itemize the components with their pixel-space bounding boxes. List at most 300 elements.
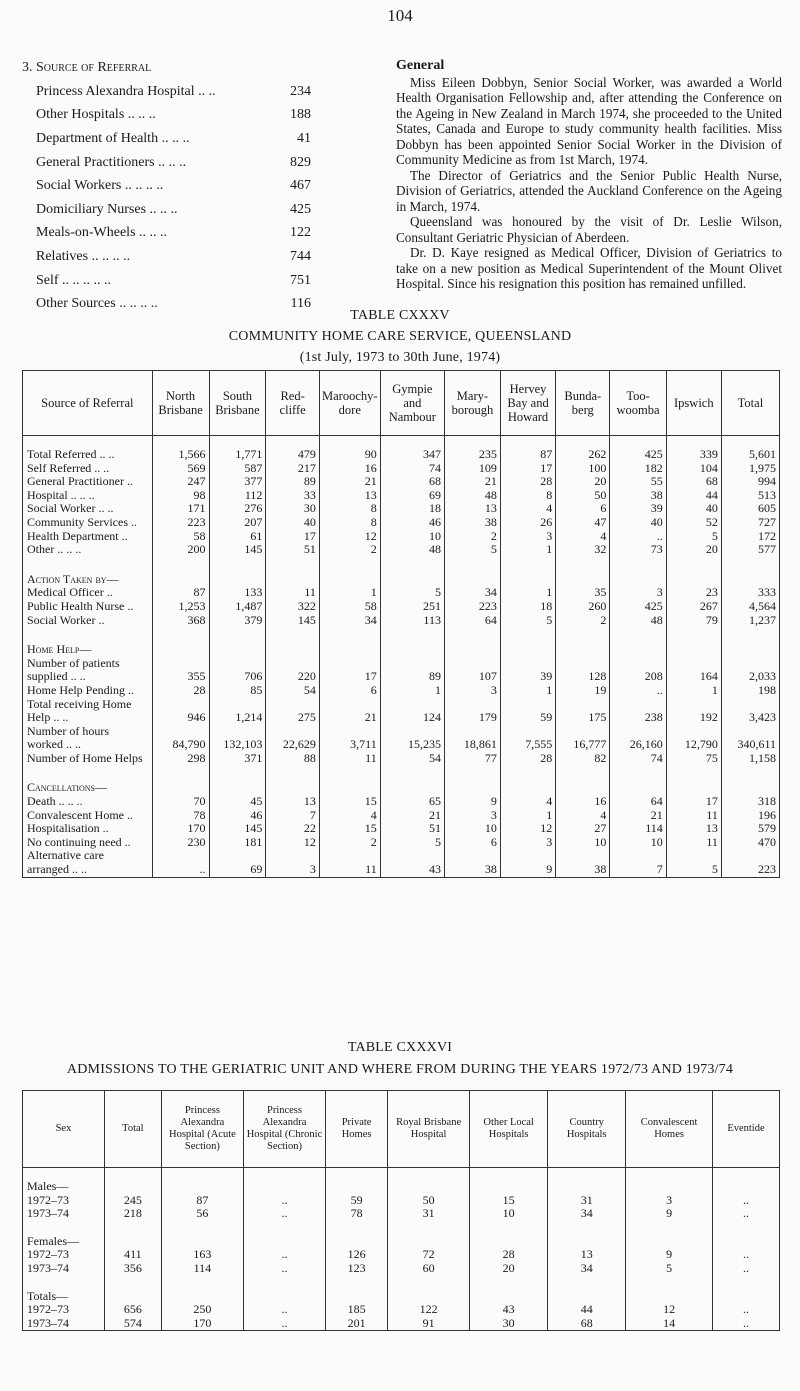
spacer-cell [266,627,320,643]
source-label: General Practitioners .. .. .. [36,154,187,170]
table-cell: 577 [721,543,779,557]
row-label: Social Worker .. .. [23,502,153,516]
table-cell [266,698,320,712]
column-header: Ipswich [666,371,721,436]
table-cell [610,698,666,712]
source-label: Department of Health .. .. .. [36,130,190,146]
section-heading: Females— [23,1235,105,1249]
table-cell [319,698,380,712]
table-cell: .. [152,863,209,877]
table-cell: 20 [666,543,721,557]
table-cell: 32 [556,543,610,557]
table-cell [556,725,610,739]
source-row [22,151,322,175]
table-row [23,530,780,544]
table-cell: 11 [666,836,721,850]
table-cell: 13 [548,1248,626,1262]
table-cell: 31 [388,1207,470,1221]
column-header: Total [721,371,779,436]
table-cell: 74 [380,462,444,476]
spacer-cell [326,1221,388,1235]
table-cell [556,849,610,863]
empty-cell [209,643,266,657]
table-cell: 1 [666,684,721,698]
table-cell: 4,564 [721,600,779,614]
spacer-cell [23,1276,105,1290]
table-cell: 12 [500,822,555,836]
spacer-cell [23,765,153,781]
table-cell: 182 [610,462,666,476]
table-cell [610,657,666,671]
table-cell: 90 [319,448,380,462]
table-cell: 10 [556,836,610,850]
table-header-row [23,371,780,436]
table-body [23,1168,780,1331]
table-row [23,670,780,684]
table-cell: .. [712,1194,779,1208]
source-label: Other Hospitals .. .. .. [36,107,156,123]
table-cell [209,725,266,739]
table-cell: 223 [152,516,209,530]
empty-cell [548,1235,626,1249]
table-cell: 109 [444,462,500,476]
table-cell: 48 [380,543,444,557]
table-cell: 322 [266,600,320,614]
table-cell: .. [243,1262,325,1276]
empty-cell [266,643,320,657]
table-cell: 3 [444,684,500,698]
general-paragraph: Miss Eileen Dobbyn, Senior Social Worker, was awarded a World Health Organisation Fellowship and, after attending the Conference on the Ageing in New Zealand in March 1974, she proceeded to the United States, Canada and Europe to study community health facilities. Miss Dobbyn has been appointed Senior Social Worker in the Division of Community Medicine as from 1st March, 1974. [396,74,782,167]
table-cell [500,725,555,739]
spacer-cell [319,627,380,643]
page-number: 104 [387,6,413,25]
source-label: Other Sources .. .. .. .. [36,296,158,312]
table-cell: 8 [500,489,555,503]
table-row [23,711,780,725]
table-cell: 379 [209,614,266,628]
table-cell: 1 [500,684,555,698]
row-label: Number of hours [23,725,153,739]
empty-cell [556,781,610,795]
row-label: 1972–73 [23,1194,105,1208]
table-cell [319,849,380,863]
table-cell: 33 [266,489,320,503]
table-cell: 54 [380,752,444,766]
table-cell: 12 [626,1303,713,1317]
table-cell [319,725,380,739]
table-cell: 11 [319,752,380,766]
table-cell: 5 [666,863,721,877]
table-cell: 2,033 [721,670,779,684]
table-cell: 9 [500,863,555,877]
table-cell: 88 [266,752,320,766]
empty-cell [626,1290,713,1304]
table-cell [500,849,555,863]
table-cell: 19 [556,684,610,698]
table-cell: 78 [152,809,209,823]
table-cell: .. [712,1262,779,1276]
general-paragraph: The Director of Geriatrics and the Senior Public Health Nurse, Division of Geriatrics, attended the Auckland Conference on the Ageing in March, 1974. [396,167,782,214]
table-cell: 235 [444,448,500,462]
table-row [23,738,780,752]
table-cell: .. [610,684,666,698]
table-cell [444,698,500,712]
table-cell: 356 [104,1262,161,1276]
table-cell: 100 [556,462,610,476]
table-cell [444,725,500,739]
table-cell: 38 [610,489,666,503]
empty-cell [556,573,610,587]
table1-number: TABLE CXXXV [350,308,450,323]
table-cell: 113 [380,614,444,628]
table-cell: 1,237 [721,614,779,628]
table-cell: 77 [444,752,500,766]
row-label: Social Worker .. [23,614,153,628]
table-cell [152,725,209,739]
empty-cell [243,1290,325,1304]
table-cell [209,849,266,863]
table-row [23,795,780,809]
table-cell: 52 [666,516,721,530]
table-cell: 470 [721,836,779,850]
table-cell: .. [610,530,666,544]
spacer-cell [556,765,610,781]
source-value: 116 [290,296,311,312]
row-label: Number of Home Helps [23,752,153,766]
table-cell: 15 [319,795,380,809]
table-cell: 245 [104,1194,161,1208]
table-cell: 28 [500,752,555,766]
table-cell: 48 [610,614,666,628]
source-row [22,222,322,246]
column-header: Convalescent Homes [626,1091,713,1168]
table-cell: 3 [444,809,500,823]
source-value: 744 [290,248,311,264]
empty-cell [470,1235,548,1249]
source-of-referral-list [22,60,322,316]
table-cell: 163 [161,1248,243,1262]
row-label: Convalescent Home .. [23,809,153,823]
spacer-cell [380,765,444,781]
table-cell: 15 [319,822,380,836]
table-cell [666,725,721,739]
table-cell: .. [243,1194,325,1208]
table-cell: 170 [161,1317,243,1331]
table-cell: 579 [721,822,779,836]
row-label: 1973–74 [23,1207,105,1221]
table-cell: 45 [209,795,266,809]
table-cell: 40 [610,516,666,530]
table-cell [666,698,721,712]
table-cell: 238 [610,711,666,725]
spacer-cell [209,765,266,781]
table-cell: .. [712,1207,779,1221]
table-cell: 172 [721,530,779,544]
row-label: Hospital .. .. .. [23,489,153,503]
source-row [22,80,322,104]
table-cell: 8 [319,502,380,516]
table-cell: 200 [152,543,209,557]
table-cell: 133 [209,586,266,600]
table-cell: 43 [470,1303,548,1317]
table-cell: 87 [152,586,209,600]
table-cell: 10 [470,1207,548,1221]
spacer-cell [23,557,153,573]
table-cell: 223 [721,863,779,877]
table-cell: 22,629 [266,738,320,752]
table-cell [721,725,779,739]
table-cell: 994 [721,475,779,489]
table-cell: 16 [556,795,610,809]
table-cell: 28 [470,1248,548,1262]
table-cell: 251 [380,600,444,614]
table-cell: 377 [209,475,266,489]
empty-cell [319,643,380,657]
empty-cell [721,643,779,657]
column-header: Other Local Hospitals [470,1091,548,1168]
spacer-cell [444,557,500,573]
table-cell: .. [712,1317,779,1331]
table-cell: .. [243,1317,325,1331]
spacer-cell [380,627,444,643]
empty-cell [161,1180,243,1194]
spacer-cell [610,627,666,643]
table-cell: 2 [319,836,380,850]
source-row [22,104,322,128]
table-cell [152,849,209,863]
empty-cell [209,573,266,587]
spacer-row [23,436,780,449]
section-heading: Cancellations— [23,781,153,795]
spacer-cell [104,1276,161,1290]
empty-cell [721,573,779,587]
column-header: Red-cliffe [266,371,320,436]
empty-cell [104,1290,161,1304]
table-cell: 114 [610,822,666,836]
table-cell: 250 [161,1303,243,1317]
column-header: Maroochy-dore [319,371,380,436]
spacer-cell [721,627,779,643]
table-row [23,502,780,516]
table-cell: 60 [388,1262,470,1276]
section-heading: Males— [23,1180,105,1194]
row-label: 1972–73 [23,1303,105,1317]
section-heading-row [23,573,780,587]
table-cell: 513 [721,489,779,503]
row-label: Health Department .. [23,530,153,544]
table-cell: 1,487 [209,600,266,614]
column-header: Gympie and Nambour [380,371,444,436]
table-cell: 89 [380,670,444,684]
empty-cell [266,573,320,587]
table-cell: 201 [326,1317,388,1331]
table-cell: 21 [610,809,666,823]
table-cell: 185 [326,1303,388,1317]
source-of-referral-heading: 3. Source of Referral [22,60,152,75]
table-row [23,543,780,557]
empty-cell [161,1290,243,1304]
table-cell: 10 [380,530,444,544]
column-header: South Brisbane [209,371,266,436]
table-cell: 230 [152,836,209,850]
row-label: 1972–73 [23,1248,105,1262]
empty-cell [152,573,209,587]
table-cell: 28 [152,684,209,698]
row-label: Help .. .. [23,711,153,725]
table-cell: 68 [548,1317,626,1331]
table-row [23,614,780,628]
table-cell: 50 [556,489,610,503]
table-cell: 262 [556,448,610,462]
column-header: Princess Alexandra Hospital (Acute Section) [161,1091,243,1168]
table-cell: 11 [319,863,380,877]
table-cell: 223 [444,600,500,614]
table-cell: 298 [152,752,209,766]
table-cell: 46 [380,516,444,530]
table-cell: 69 [380,489,444,503]
table-cell: 7 [610,863,666,877]
table-cell: 85 [209,684,266,698]
table-cell: .. [243,1207,325,1221]
table-cell: 2 [319,543,380,557]
table-cell: 9 [626,1248,713,1262]
empty-cell [388,1235,470,1249]
table-cell: 5 [380,836,444,850]
source-value: 122 [290,225,311,241]
empty-cell [380,781,444,795]
table-cell: 339 [666,448,721,462]
table-cell: 17 [666,795,721,809]
table-cell: 605 [721,502,779,516]
table-cell [266,725,320,739]
spacer-cell [152,557,209,573]
table-cell: 574 [104,1317,161,1331]
row-label: Home Help Pending .. [23,684,153,698]
table-cell: 18,861 [444,738,500,752]
column-header: Source of Referral [23,371,153,436]
table-cell: 6 [319,684,380,698]
spacer-cell [712,1276,779,1290]
table-cell: 16 [319,462,380,476]
table-cell: 4 [556,530,610,544]
spacer-cell [266,557,320,573]
table-cell: 3,711 [319,738,380,752]
table-cell: 89 [266,475,320,489]
spacer-cell [712,1221,779,1235]
spacer-cell [161,1276,243,1290]
source-label: Social Workers .. .. .. .. [36,178,164,194]
table-cell [444,657,500,671]
table-cell: 9 [444,795,500,809]
table-cell: 82 [556,752,610,766]
general-heading: General [396,58,445,73]
spacer-cell [104,1221,161,1235]
table-cell: 411 [104,1248,161,1262]
column-header: Mary-borough [444,371,500,436]
section-heading-row [23,643,780,657]
table-cell: 58 [319,600,380,614]
table-cell: 79 [666,614,721,628]
spacer-row [23,1276,780,1290]
table-row [23,657,780,671]
table-cell: 56 [161,1207,243,1221]
table-cell: 13 [666,822,721,836]
spacer-row [23,1168,780,1181]
spacer-cell [666,627,721,643]
table-cell: 128 [556,670,610,684]
table-row [23,725,780,739]
empty-cell [388,1180,470,1194]
table-cell: 87 [500,448,555,462]
row-label: Number of patients [23,657,153,671]
table-cell: 5,601 [721,448,779,462]
row-label: worked .. .. [23,738,153,752]
table-cell [610,849,666,863]
table-row [23,489,780,503]
table-body [23,436,780,878]
empty-cell [500,573,555,587]
table-cell: 54 [266,684,320,698]
table-cell: 38 [556,863,610,877]
table-cell [380,725,444,739]
row-label: 1973–74 [23,1262,105,1276]
table-cell: 145 [266,614,320,628]
empty-cell [444,643,500,657]
empty-cell [380,643,444,657]
table-cell [266,849,320,863]
empty-cell [721,781,779,795]
table-cell: 31 [548,1194,626,1208]
source-label: Princess Alexandra Hospital .. .. [36,83,216,99]
empty-cell [326,1290,388,1304]
table-cell: 164 [666,670,721,684]
table-row [23,1194,780,1208]
table-cell: 55 [610,475,666,489]
table-cell: 114 [161,1262,243,1276]
table-cell: 64 [444,614,500,628]
spacer-cell [548,1168,626,1181]
section-heading: Home Help— [23,643,153,657]
table-cell [209,698,266,712]
table-row [23,1248,780,1262]
spacer-cell [319,557,380,573]
spacer-cell [209,627,266,643]
empty-cell [266,781,320,795]
table-cell: 11 [266,586,320,600]
table-cell [209,657,266,671]
table-cell: 218 [104,1207,161,1221]
source-label: Meals-on-Wheels .. .. .. [36,225,168,241]
table-cell: 46 [209,809,266,823]
table-cell: 27 [556,822,610,836]
table-cell: 51 [380,822,444,836]
table-row [23,1317,780,1331]
empty-cell [104,1180,161,1194]
row-label: 1973–74 [23,1317,105,1331]
table-cell: 69 [209,863,266,877]
table-cell: 267 [666,600,721,614]
empty-cell [470,1290,548,1304]
table-cell: 65 [380,795,444,809]
table-cell: 1 [319,586,380,600]
table-cell: 68 [666,475,721,489]
table-row [23,1303,780,1317]
spacer-cell [380,557,444,573]
table-cell: 74 [610,752,666,766]
section-heading: Action Taken by— [23,573,153,587]
table-cell: 1,158 [721,752,779,766]
table-cell: 124 [380,711,444,725]
